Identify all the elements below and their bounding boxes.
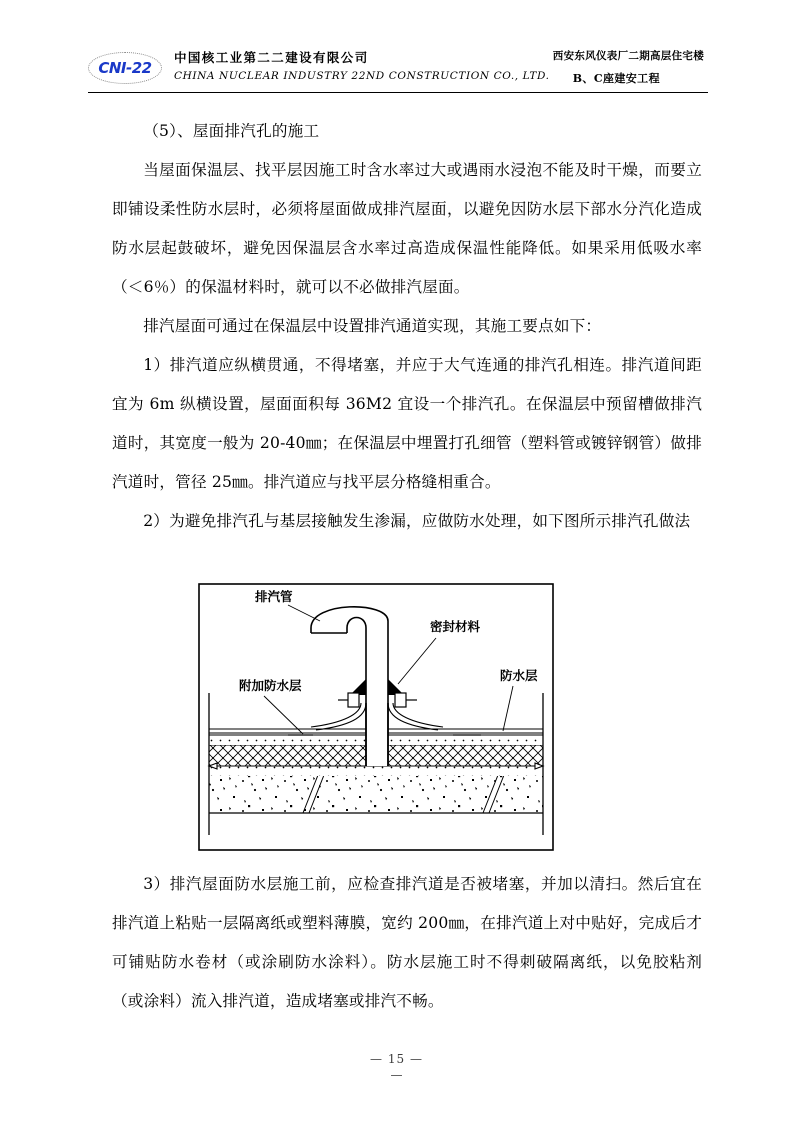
- paragraph-method: 排汽屋面可通过在保温层中设置排汽通道实现，其施工要点如下：: [143, 317, 602, 335]
- pipe-interior: [367, 703, 387, 766]
- document-body: [112, 112, 702, 541]
- header-project-name: 西安东风仪表厂二期高层住宅楼: [552, 50, 704, 62]
- lower-leveling-layer: [209, 766, 543, 776]
- logo-text: CNI-22: [98, 59, 152, 77]
- label-waterproof-layer-text: 防水层: [500, 668, 538, 683]
- label-waterproof-layer: [500, 668, 538, 731]
- paragraph-point-2: 2）为避免排汽孔与基层接触发生渗漏，应做防水处理，如下图所示排汽孔做法: [143, 512, 691, 530]
- label-additional-waterproof-layer-text: 附加防水层: [239, 678, 302, 693]
- label-vent-pipe-text: 排汽管: [255, 589, 293, 604]
- paragraph-intro: 当屋面保温层、找平层因施工时含水率过大或遇雨水浸泡不能及时干燥，而要立即铺设柔性防水层时，必须将屋面做成排汽屋面，以避免因防水层下部水分汽化造成防水层起鼓破坏，避免因保温层含水率过高造成保温性能降低。如果采用低吸水率（＜6％）的保温材料时，就可以不必做排汽屋面。: [112, 161, 702, 296]
- pipe-clamp-left: [338, 693, 359, 707]
- concrete-slab-layer: [209, 775, 543, 813]
- paragraph-point-1: 1）排汽道应纵横贯通，不得堵塞，并应于大气连通的排汽孔相连。排汽道间距宜为 6m 纵横设置，屋面面积每 36M2 宜设一个排汽孔。在保温层中预留槽做排汽道时，其宽度一般为 20-40㎜；在保温层中埋置打孔细管（塑料管或镀锌钢管）做排汽道时，管径 25㎜。排汽道应与找平层分格缝相重合。: [112, 356, 702, 491]
- document-body-after-figure: [112, 865, 702, 1021]
- header-company-name-cn: 中国核工业第二二建设有限公司: [174, 50, 369, 65]
- paragraph-point-3: 3）排汽屋面防水层施工前，应检查排汽道是否被堵塞，并加以清扫。然后宜在排汽道上粘贴一层隔离纸或塑料薄膜，宽约 200㎜，在排汽道上对中贴好，完成后才可铺贴防水卷材（或涂刷防水涂料）。防水层施工时不得刺破隔离纸，以免胶粘剂（或涂料）流入排汽道，造成堵塞或排汽不畅。: [112, 875, 702, 1010]
- header-project-subname: B、C座建安工程: [572, 72, 660, 85]
- section-heading: （5）、屋面排汽孔的施工: [143, 122, 320, 140]
- label-additional-waterproof-layer: [239, 678, 303, 734]
- label-vent-pipe: [254, 589, 320, 621]
- label-sealing-material: [398, 619, 481, 684]
- page-number: — 15 —: [370, 1052, 423, 1066]
- page-number-dash: —: [390, 1068, 403, 1082]
- company-logo: [88, 52, 162, 84]
- header-company-name-en: CHINA NUCLEAR INDUSTRY 22ND CONSTRUCTION CO., LTD.: [174, 70, 550, 82]
- vent-hole-detail-figure: [198, 583, 554, 851]
- header-divider: [88, 92, 708, 93]
- pipe-clamp-right: [395, 693, 417, 707]
- page-header: [88, 44, 708, 94]
- label-sealing-material-text: 密封材料: [430, 619, 481, 634]
